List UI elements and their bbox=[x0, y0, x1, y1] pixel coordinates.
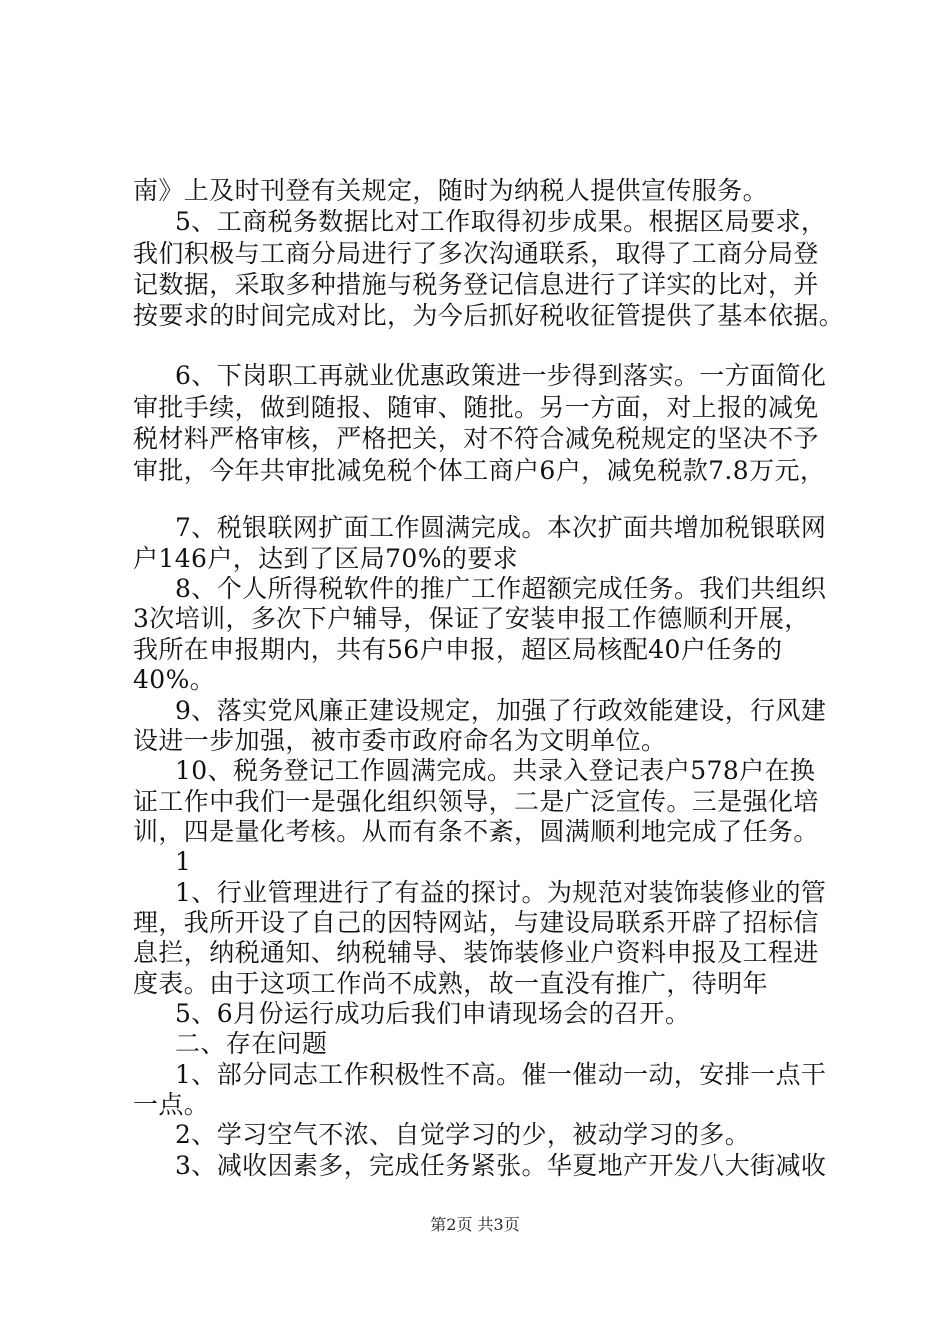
text-line: 3、减收因素多，完成任务紧张。华夏地产开发八大街减收 bbox=[175, 1151, 827, 1180]
text-line: 理，我所开设了自己的因特网站，与建设局联系开辟了招标信 bbox=[133, 908, 819, 937]
text-line: 8、个人所得税软件的推广工作超额完成任务。我们共组织 bbox=[175, 574, 827, 603]
text-line: 记数据，采取多种措施与税务登记信息进行了详实的比对，并 bbox=[133, 270, 819, 299]
text-line: 9、落实党风廉正建设规定，加强了行政效能建设，行风建 bbox=[175, 696, 827, 725]
text-line: 度表。由于这项工作尚不成熟，故一直没有推广，待明年 bbox=[133, 969, 769, 998]
text-line: 证工作中我们一是强化组织领导，二是广泛宣传。三是强化培 bbox=[133, 787, 819, 816]
text-line: 按要求的时间完成对比，为今后抓好税收征管提供了基本依据。 bbox=[133, 301, 845, 330]
text-line: 5、工商税务数据比对工作取得初步成果。根据区局要求， bbox=[175, 207, 827, 236]
text-line: 5、6月份运行成功后我们申请现场会的召开。 bbox=[175, 999, 691, 1028]
text-line: 审批，今年共审批减免税个体工商户6户，减免税款7.8万元， bbox=[133, 456, 826, 485]
text-line: 训，四是量化考核。从而有条不紊，圆满顺利地完成了任务。 bbox=[133, 817, 819, 846]
text-line: 6、下岗职工再就业优惠政策进一步得到落实。一方面简化 bbox=[175, 361, 827, 390]
page-footer: 第2页 共3页 bbox=[430, 1215, 520, 1234]
text-line: 审批手续，做到随报、随审、随批。另一方面，对上报的减免 bbox=[133, 393, 819, 422]
text-line: 7、税银联网扩面工作圆满完成。本次扩面共增加税银联网 bbox=[175, 513, 827, 542]
text-line: 我们积极与工商分局进行了多次沟通联系，取得了工商分局登 bbox=[133, 239, 819, 268]
text-line: 1、行业管理进行了有益的探讨。为规范对装饰装修业的管 bbox=[175, 878, 827, 907]
text-line: 10、税务登记工作圆满完成。共录入登记表户578户在换 bbox=[175, 756, 816, 785]
text-line: 户146户，达到了区局70%的要求 bbox=[133, 544, 519, 573]
text-line: 息拦，纳税通知、纳税辅导、装饰装修业户资料申报及工程进 bbox=[133, 938, 819, 967]
text-line: 1 bbox=[175, 847, 192, 876]
text-line: 1、部分同志工作积极性不高。催一催动一动，安排一点干 bbox=[175, 1060, 827, 1089]
text-line: 2、学习空气不浓、自觉学习的少，被动学习的多。 bbox=[175, 1120, 751, 1149]
text-line: 40%。 bbox=[133, 665, 216, 694]
text-line: 税材料严格审核，严格把关，对不符合减免税规定的坚决不予 bbox=[133, 424, 819, 453]
text-line: 二、存在问题 bbox=[175, 1029, 328, 1058]
text-line: 我所在申报期内，共有56户申报，超区局核配40户任务的 bbox=[133, 635, 783, 664]
text-line: 一点。 bbox=[133, 1090, 210, 1119]
text-line: 3次培训，多次下户辅导，保证了安装申报工作德顺利开展， bbox=[133, 604, 810, 633]
text-line: 设进一步加强，被市委市政府命名为文明单位。 bbox=[133, 726, 667, 755]
text-line: 南》上及时刊登有关规定，随时为纳税人提供宣传服务。 bbox=[133, 176, 769, 205]
